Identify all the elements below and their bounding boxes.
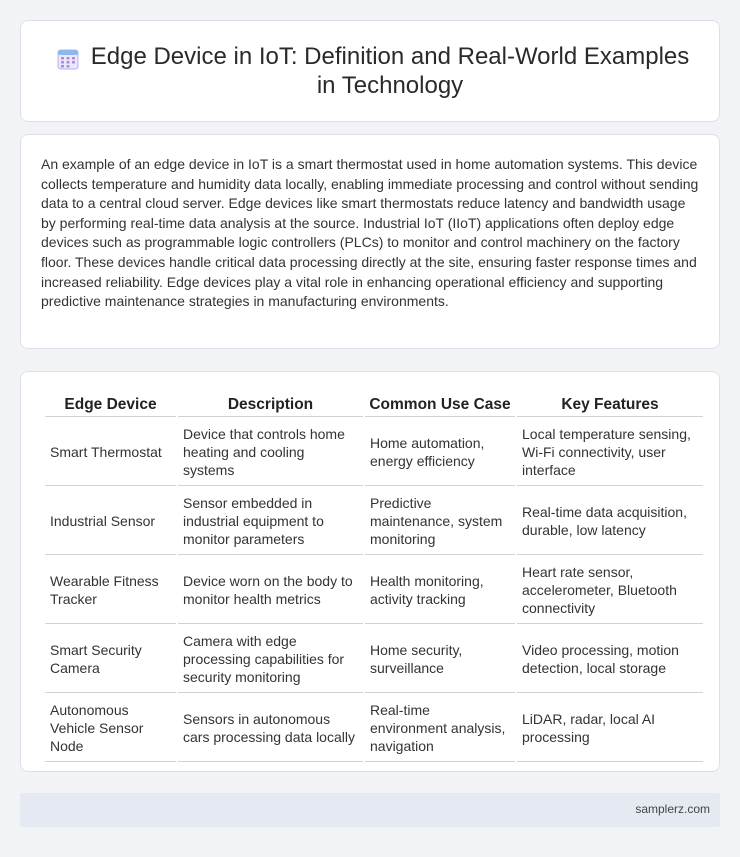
edge-device-table — [43, 392, 705, 764]
cell-features: LiDAR, radar, local AI processing — [517, 695, 703, 762]
footer-bar — [20, 793, 720, 827]
cell-description: Device worn on the body to monitor health metrics — [178, 557, 363, 624]
cell-device: Smart Security Camera — [45, 626, 176, 693]
intro-card — [20, 134, 720, 349]
cell-use-case: Predictive maintenance, system monitoring — [365, 488, 515, 555]
cell-use-case: Health monitoring, activity tracking — [365, 557, 515, 624]
table-row — [45, 419, 703, 486]
table-row — [45, 488, 703, 555]
cell-description: Sensors in autonomous cars processing data locally — [178, 695, 363, 762]
header-key-features: Key Features — [517, 394, 703, 417]
header-common-use-case: Common Use Case — [365, 394, 515, 417]
cell-use-case: Real-time environment analysis, navigation — [365, 695, 515, 762]
cell-device: Wearable Fitness Tracker — [45, 557, 176, 624]
header-card — [20, 20, 720, 122]
table-header-row — [45, 394, 703, 417]
cell-description: Camera with edge processing capabilities for security monitoring — [178, 626, 363, 693]
page-title: Edge Device in IoT: Definition and Real-World Examples in Technology — [90, 43, 690, 99]
header-description: Description — [178, 394, 363, 417]
cell-use-case: Home automation, energy efficiency — [365, 419, 515, 486]
cell-device: Autonomous Vehicle Sensor Node — [45, 695, 176, 762]
cell-features: Video processing, motion detection, local storage — [517, 626, 703, 693]
table-row — [45, 695, 703, 762]
intro-paragraph: An example of an edge device in IoT is a smart thermostat used in home automation systems. This device collects temperature and humidity data locally, enabling immediate processing and control without sending data to a central cloud server. Edge devices like smart thermostats reduce latency and bandwidth usage by performing real-time data analysis at the source. Industrial IoT (IIoT) applications often deploy edge devices such as programmable logic controllers (PLCs) to monitor and control machinery on the factory floor. These devices handle critical data processing directly at the site, ensuring faster response times and increased reliability. Edge devices play a vital role in enhancing operational efficiency and supporting predictive maintenance strategies in manufacturing environments. — [41, 156, 699, 310]
cell-device: Smart Thermostat — [45, 419, 176, 486]
cell-features: Heart rate sensor, accelerometer, Bluetooth connectivity — [517, 557, 703, 624]
cell-device: Industrial Sensor — [45, 488, 176, 555]
cell-features: Local temperature sensing, Wi-Fi connectivity, user interface — [517, 419, 703, 486]
table-row — [45, 626, 703, 693]
table-row — [45, 557, 703, 624]
table-card — [20, 371, 720, 772]
cell-use-case: Home security, surveillance — [365, 626, 515, 693]
header-edge-device: Edge Device — [45, 394, 176, 417]
cell-features: Real-time data acquisition, durable, low latency — [517, 488, 703, 555]
footer-site-link[interactable]: samplerz.com — [635, 802, 710, 816]
cell-description: Device that controls home heating and cooling systems — [178, 419, 363, 486]
cell-description: Sensor embedded in industrial equipment to monitor parameters — [178, 488, 363, 555]
